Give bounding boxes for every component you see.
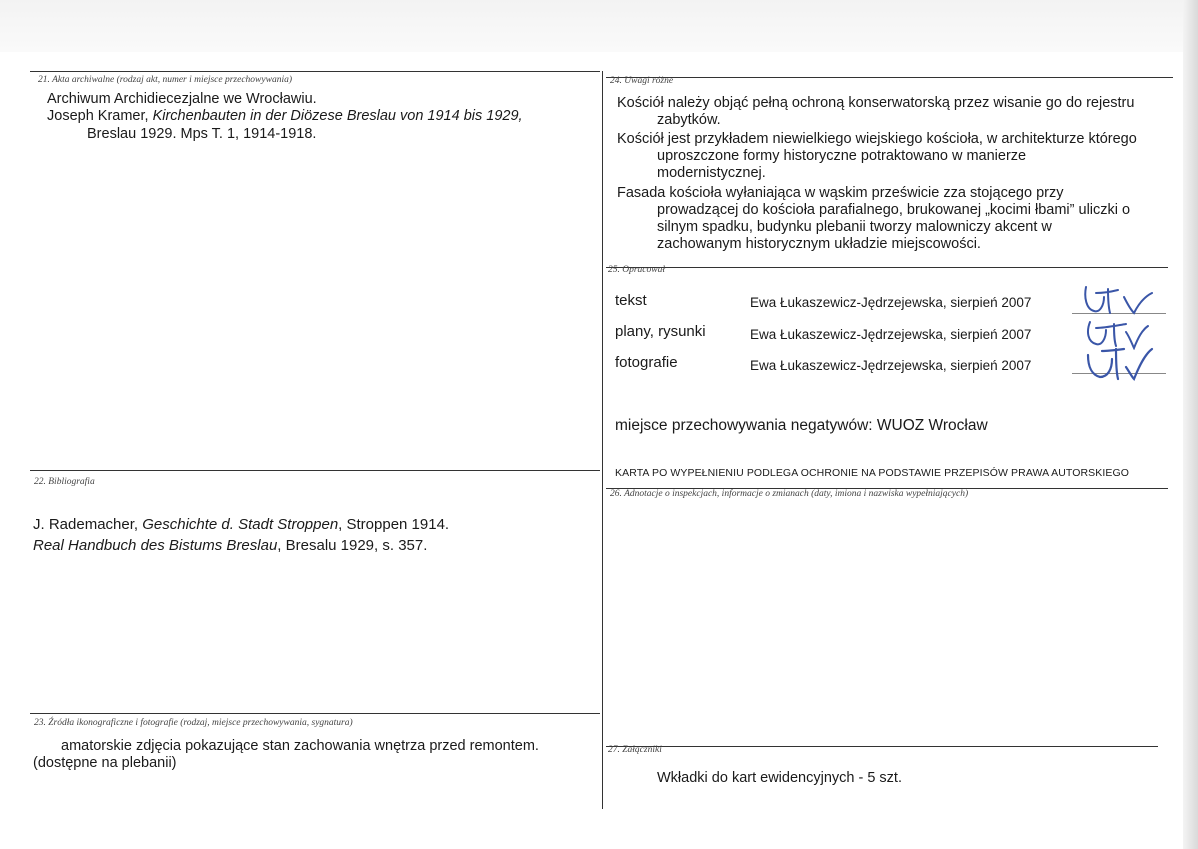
section-24-label: 24. Uwagi różne — [610, 76, 674, 86]
s22-entry2-rest: , Bresalu 1929, s. 357. — [277, 537, 428, 554]
s25-author-photos: Ewa Łukaszewicz-Jędrzejewska, sierpień 2007 — [750, 358, 1032, 373]
s23-line-2: (dostępne na plebanii) — [33, 755, 177, 771]
s27-attachments-text: Wkładki do kart ewidencyjnych - 5 szt. — [657, 770, 902, 786]
s25-copyright-notice: KARTA PO WYPEŁNIENIU PODLEGA OCHRONIE NA PODSTAWIE PRZEPISÓW PRAWA AUTORSKIEGO — [615, 467, 1130, 479]
paper-edge-top — [0, 0, 1198, 52]
s24-p2-line: Kościół jest przykładem niewielkiego wiejskiego kościoła, w architekturze którego — [617, 131, 1137, 147]
s21-kramer-line — [47, 108, 523, 125]
section-25-label: 25. Opracował — [608, 265, 665, 275]
s24-p3-line: silnym spadku, budynku plebanii tworzy malowniczy akcent w — [657, 219, 1052, 235]
s25-role-photos: fotografie — [615, 354, 678, 371]
rule-top-right — [606, 77, 1173, 78]
s24-paragraph-3 — [617, 185, 1130, 253]
s22-entry-1 — [33, 516, 449, 533]
s25-author-plans: Ewa Łukaszewicz-Jędrzejewska, sierpień 2007 — [750, 327, 1032, 342]
s22-entry-2 — [33, 537, 427, 554]
s21-author: Joseph Kramer, — [47, 108, 153, 124]
s22-entry2-title: Real Handbuch des Bistums Breslau — [33, 537, 278, 554]
s24-p1-line: zabytków. — [657, 112, 721, 128]
s24-p3-line: prowadzącej do kościoła parafialnego, brukowanej „kocimi łbami” uliczki o — [657, 202, 1131, 218]
rule-s25-top — [606, 267, 1168, 268]
section-23-label: 23. Źródła ikonograficzne i fotografie (rodzaj, miejsce przechowywania, sygnatura) — [34, 718, 353, 728]
signature-mark-3 — [1082, 343, 1162, 383]
s24-p3-line: Fasada kościoła wyłaniająca w wąskim prześwicie zza stojącego przy — [617, 185, 1064, 201]
s24-p2-line: uproszczone formy historyczne potraktowano w manierze — [657, 148, 1027, 164]
s24-p3-line: zachowanym historycznym układzie miejscowości. — [657, 236, 981, 252]
rule-s22-top — [30, 470, 600, 471]
rule-vertical-divider — [602, 71, 603, 809]
rule-top-left — [30, 71, 600, 72]
s22-entry1-author: J. Rademacher, — [33, 516, 143, 533]
s24-paragraph-2 — [617, 131, 1137, 182]
paper-edge-right — [1183, 0, 1198, 849]
s21-archive-line: Archiwum Archidiecezjalne we Wrocławiu. — [47, 91, 317, 107]
s25-role-text: tekst — [615, 292, 647, 309]
section-26-label: 26. Adnotacje o inspekcjach, informacje o zmianach (daty, imiona i nazwiska wypełniających) — [610, 489, 969, 499]
s25-negatives-location: miejsce przechowywania negatywów: WUOZ Wrocław — [615, 417, 988, 434]
rule-s23-top — [30, 713, 600, 714]
s21-publication-line: Breslau 1929. Mps T. 1, 1914-1918. — [87, 126, 317, 142]
s22-entry1-title: Geschichte d. Stadt Stroppen — [142, 516, 339, 533]
s25-author-text: Ewa Łukaszewicz-Jędrzejewska, sierpień 2007 — [750, 295, 1032, 310]
s21-title: Kirchenbauten in der Diözese Breslau von 1914 bis 1929, — [152, 108, 523, 124]
rule-s27-top — [606, 746, 1158, 747]
s24-p2-line: modernistycznej. — [657, 165, 766, 181]
section-27-label: 27. Załączniki — [608, 745, 662, 755]
s24-paragraph-1 — [617, 95, 1134, 129]
s22-entry1-rest: , Stroppen 1914. — [338, 516, 450, 533]
s25-role-plans: plany, rysunki — [615, 323, 706, 340]
section-21-label: 21. Akta archiwalne (rodzaj akt, numer i miejsce przechowywania) — [38, 75, 292, 85]
signature-mark-1 — [1080, 283, 1160, 317]
s24-p1-line: Kościół należy objąć pełną ochroną konserwatorską przez wisanie go do rejestru — [617, 95, 1135, 111]
s23-line-1: amatorskie zdjęcia pokazujące stan zachowania wnętrza przed remontem. — [61, 738, 539, 754]
section-22-label: 22. Bibliografia — [34, 477, 95, 487]
